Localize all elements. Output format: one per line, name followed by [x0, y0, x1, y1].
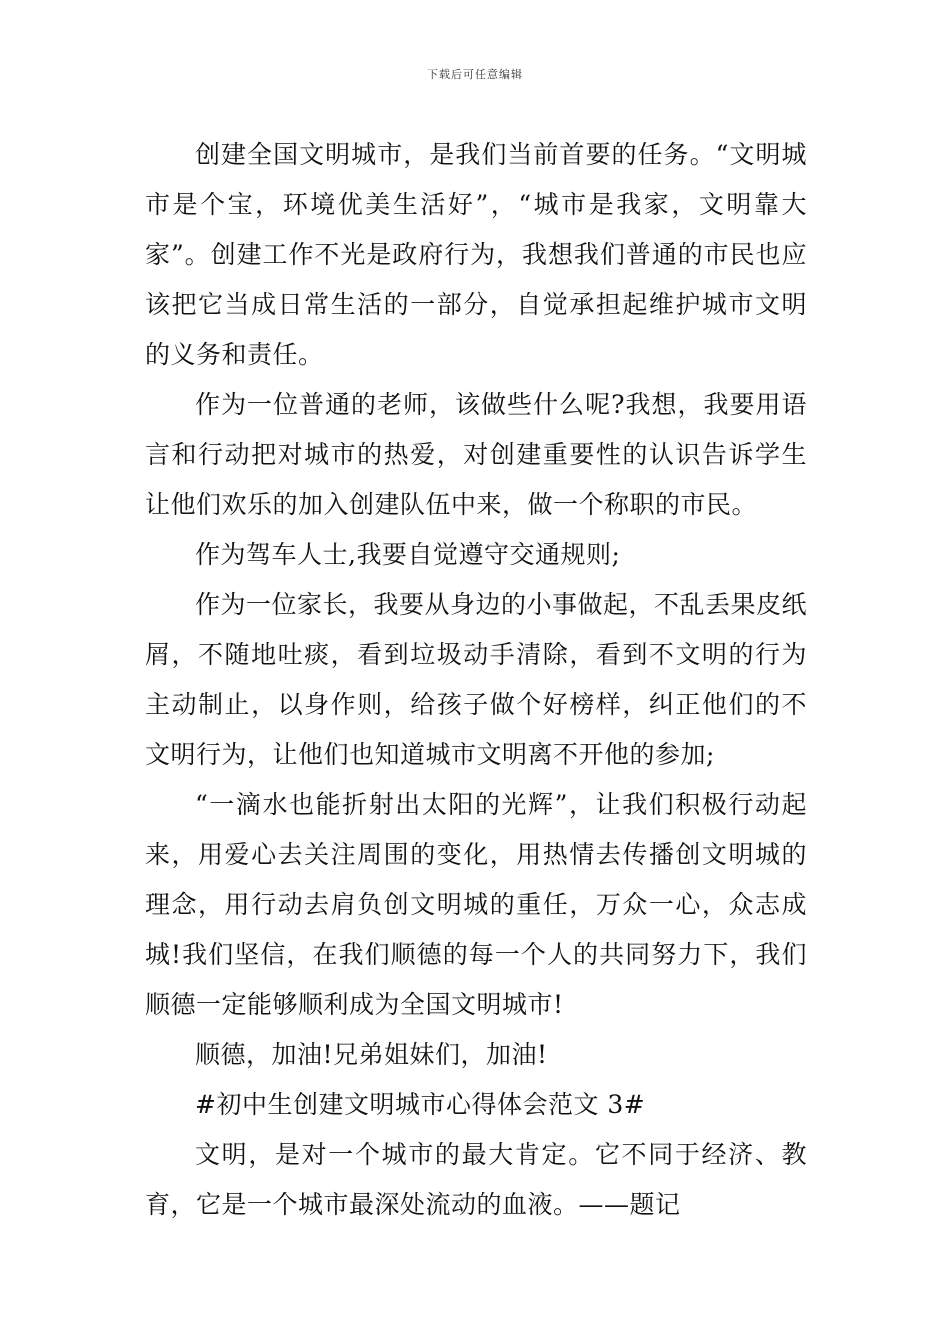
paragraph-5: “一滴水也能折射出太阳的光辉”，让我们积极行动起来，用爱心去关注周围的变化，用热情去传播创文明城的理念，用行动去肩负创文明城的重任，万众一心，众志成城!我们坚信，在我们顺德的每一个人的共同努力下，我们顺德一定能够顺利成为全国文明城市! — [145, 790, 807, 1019]
paragraph-7: 文明，是对一个城市的最大肯定。它不同于经济、教育，它是一个城市最深处流动的血液。——题记 — [145, 1140, 807, 1219]
section-heading: #初中生创建文明城市心得体会范文 3# — [195, 1090, 646, 1119]
paragraph-3: 作为驾车人士,我要自觉遵守交通规则; — [195, 540, 621, 569]
page-header: 下载后可任意编辑 — [427, 68, 523, 81]
paragraph-6: 顺德，加油!兄弟姐妹们，加油! — [195, 1040, 548, 1069]
paragraph-1: 创建全国文明城市，是我们当前首要的任务。“文明城市是个宝，环境优美生活好”，“城市是我家，文明靠大家”。创建工作不光是政府行为，我想我们普通的市民也应该把它当成日常生活的一部分，自觉承担起维护城市文明的义务和责任。 — [145, 140, 807, 369]
paragraph-4: 作为一位家长，我要从身边的小事做起，不乱丢果皮纸屑，不随地吐痰，看到垃圾动手清除，看到不文明的行为主动制止，以身作则，给孩子做个好榜样，纠正他们的不文明行为，让他们也知道城市文明离不开他的参加; — [145, 590, 808, 769]
paragraph-2: 作为一位普通的老师，该做些什么呢?我想，我要用语言和行动把对城市的热爱，对创建重要性的认识告诉学生让他们欢乐的加入创建队伍中来，做一个称职的市民。 — [145, 390, 807, 519]
document-body — [145, 130, 807, 1230]
